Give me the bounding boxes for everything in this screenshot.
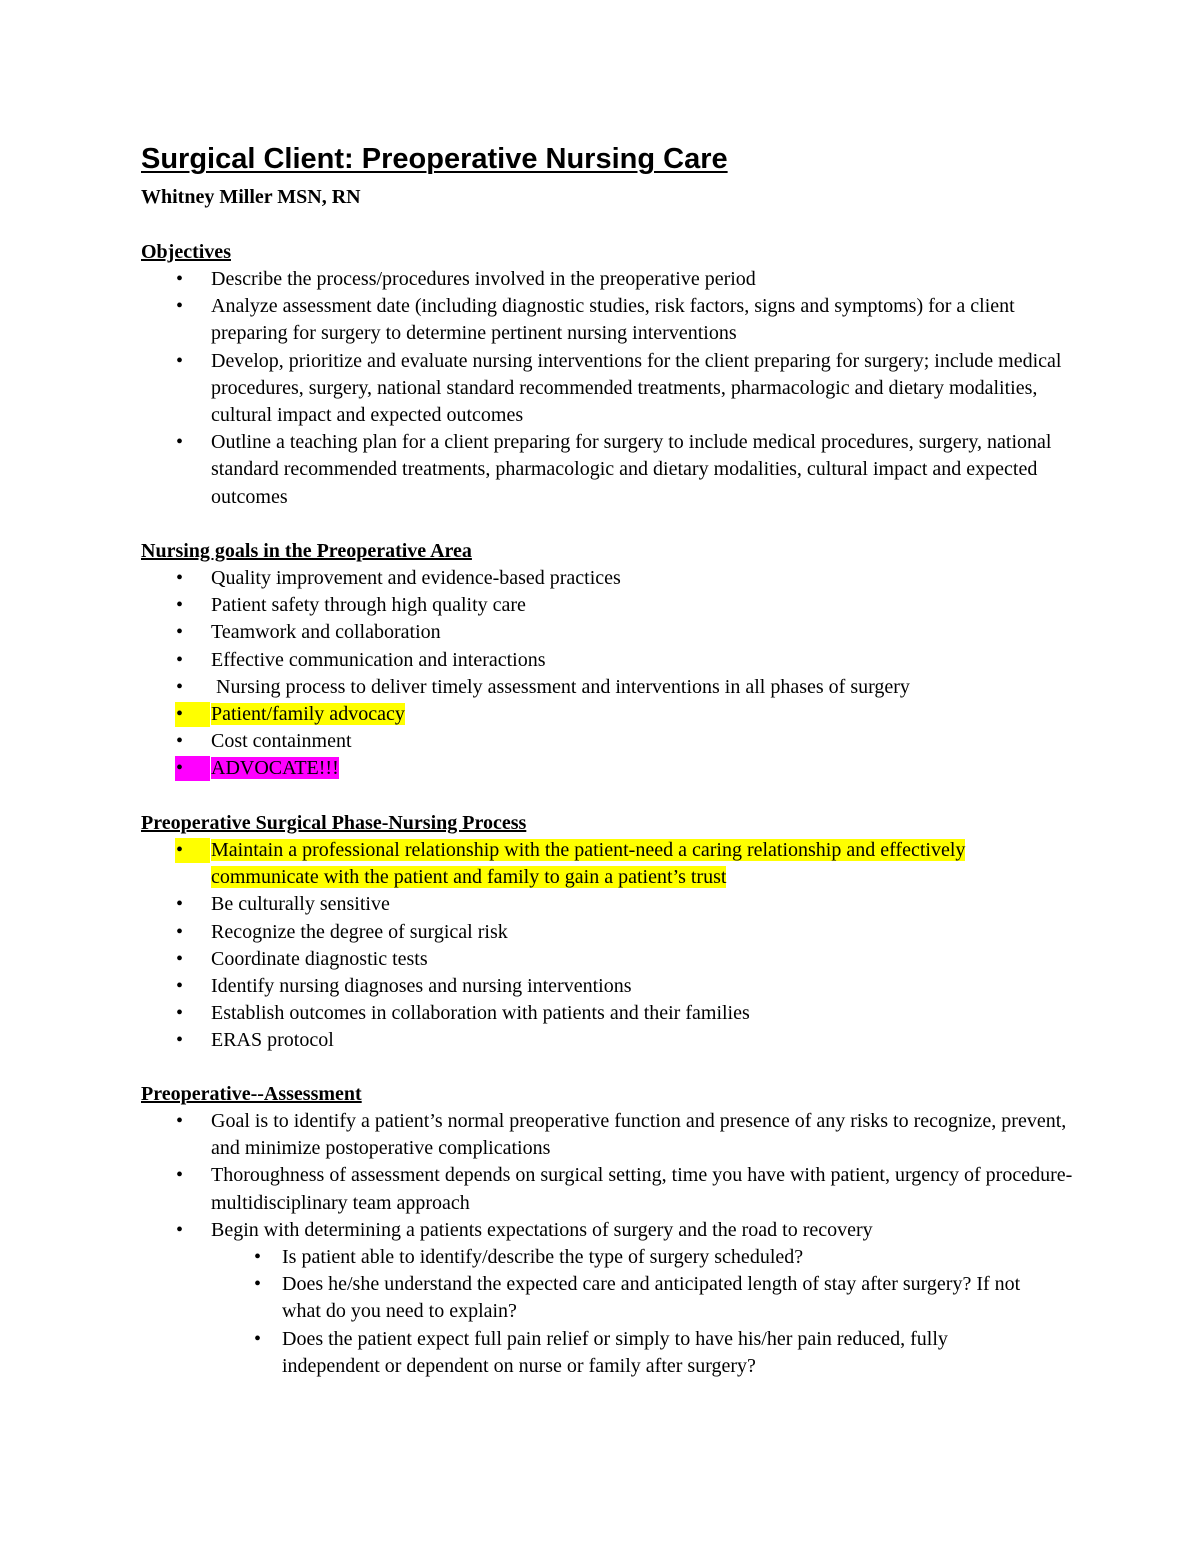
bullet-icon: •	[176, 975, 184, 998]
list-item-highlighted	[0, 755, 1081, 782]
assessment-list	[0, 1108, 1200, 1380]
list-item-text: Outline a teaching plan for a client preparing for surgery to include medical procedures, surgery, national standard recommended treatments, pharmacologic and dietary modalities, cultural impact and expected outcomes	[211, 431, 1052, 508]
list-item-text: ADVOCATE!!!	[211, 757, 339, 780]
bullet-icon: •	[176, 1029, 184, 1052]
list-item-text: Recognize the degree of surgical risk	[211, 920, 508, 943]
list-item	[0, 647, 1081, 674]
list-item-text: Describe the process/procedures involved in the preoperative period	[211, 268, 756, 290]
list-item	[0, 1108, 1081, 1162]
bullet-icon: •	[176, 675, 184, 698]
list-item	[0, 1000, 1081, 1027]
goals-heading: Nursing goals in the Preoperative Area	[141, 540, 472, 562]
list-item-text: Patient/family advocacy	[211, 703, 405, 726]
list-item-text: Goal is to identify a patient’s normal preoperative function and presence of any risks to recognize, prevent, and minimize postoperative complications	[211, 1110, 1067, 1160]
bullet-icon: •	[176, 594, 184, 617]
phase-list	[0, 837, 1200, 1055]
list-item-text: Identify nursing diagnoses and nursing interventions	[211, 975, 632, 998]
list-item	[0, 565, 1081, 592]
list-item-text: Begin with determining a patients expectations of surgery and the road to recovery	[211, 1218, 873, 1241]
list-item	[0, 619, 1081, 646]
phase-heading: Preoperative Surgical Phase-Nursing Process	[141, 812, 527, 834]
bullet-icon: •	[176, 893, 184, 916]
sub-list-item-text: Is patient able to identify/describe the type of surgery scheduled?	[282, 1246, 804, 1269]
list-item	[0, 1162, 1081, 1216]
list-item-text: Develop, prioritize and evaluate nursing interventions for the client preparing for surgery; include medical procedures, surgery, national standard recommended treatments, pharmacologic and dietary modalities, cultural impact and expected outcomes	[211, 349, 1062, 427]
list-item	[0, 728, 1081, 755]
bullet-icon: •	[176, 947, 184, 970]
list-item	[0, 674, 1081, 701]
goals-list	[0, 565, 1200, 783]
sub-list-item-text: Does the patient expect full pain relief or simply to have his/her pain reduced, fully independent or dependent on nurse or family after surgery?	[282, 1327, 948, 1377]
bullet-icon: •	[176, 1110, 184, 1132]
list-item	[0, 919, 1081, 946]
bullet-icon: •	[176, 730, 184, 753]
list-item-text: Maintain a professional relationship with the patient-need a caring relationship and effectively communicate with the patient and family to gain a patient’s trust	[211, 839, 966, 889]
list-item-text: Nursing process to deliver timely assessment and interventions in all phases of surgery	[211, 675, 910, 698]
bullet-icon: •	[176, 1218, 184, 1241]
list-item-highlighted	[0, 837, 1011, 891]
list-item-text: Teamwork and collaboration	[211, 621, 441, 644]
list-item	[0, 1217, 1081, 1244]
bullet-icon: •	[176, 648, 184, 671]
bullet-icon: •	[176, 295, 184, 318]
list-item	[0, 429, 1081, 511]
list-item-text: Establish outcomes in collaboration with patients and their families	[211, 1002, 750, 1025]
list-item-text: Be culturally sensitive	[211, 893, 390, 916]
objectives-heading: Objectives	[141, 241, 231, 263]
bullet-icon: •	[176, 1164, 184, 1187]
list-item-text: Quality improvement and evidence-based practices	[211, 567, 621, 589]
list-item	[0, 973, 1081, 1000]
list-item	[0, 1027, 1081, 1054]
author-line: Whitney Miller MSN, RN	[141, 186, 361, 208]
list-item	[0, 891, 1081, 918]
bullet-icon: •	[176, 621, 184, 644]
bullet-icon: •	[176, 920, 184, 943]
sub-list-item	[0, 1244, 1022, 1271]
list-item	[0, 293, 1081, 347]
assessment-heading: Preoperative--Assessment	[141, 1083, 362, 1105]
sub-list-item-text: Does he/she understand the expected care and anticipated length of stay after surgery? If not what do you need to explain?	[282, 1273, 1021, 1323]
bullet-icon: •	[176, 839, 184, 861]
list-item	[0, 266, 1081, 293]
bullet-icon: •	[176, 1002, 184, 1025]
bullet-icon: •	[176, 268, 184, 290]
list-item	[0, 348, 1081, 430]
list-item-highlighted	[0, 701, 1081, 728]
document-title: Surgical Client: Preoperative Nursing Care	[141, 143, 728, 175]
list-item-text: Cost containment	[211, 730, 352, 753]
sub-list-item	[0, 1271, 1022, 1325]
list-item-text: Patient safety through high quality care	[211, 594, 526, 617]
list-item-text: Coordinate diagnostic tests	[211, 947, 428, 970]
list-item	[0, 592, 1081, 619]
bullet-icon: •	[176, 431, 184, 454]
list-item-text: ERAS protocol	[211, 1029, 334, 1052]
bullet-icon: •	[254, 1273, 262, 1296]
objectives-list	[0, 266, 1200, 511]
bullet-icon: •	[254, 1327, 262, 1350]
bullet-icon: •	[176, 567, 184, 589]
list-item-text: Effective communication and interactions	[211, 648, 546, 671]
bullet-icon: •	[176, 703, 184, 726]
list-item-text: Thoroughness of assessment depends on surgical setting, time you have with patient, urgency of procedure-multidisciplinary team approach	[211, 1164, 1073, 1214]
bullet-icon: •	[254, 1246, 262, 1269]
bullet-icon: •	[176, 349, 184, 372]
sub-list-item	[0, 1326, 1022, 1380]
bullet-icon: •	[176, 757, 184, 780]
list-item	[0, 946, 1081, 973]
list-item-text: Analyze assessment date (including diagnostic studies, risk factors, signs and symptoms) for a client preparing for surgery to determine pertinent nursing interventions	[211, 295, 1015, 345]
